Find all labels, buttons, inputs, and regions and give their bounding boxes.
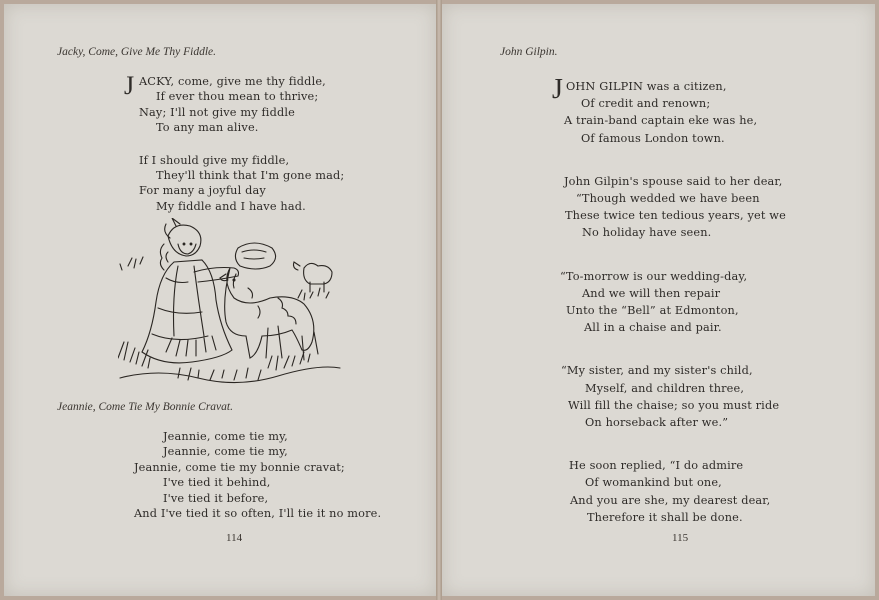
running-title-jeannie: Jeannie, Come Tie My Bonnie Cravat. — [57, 401, 233, 413]
drop-cap: J — [124, 71, 135, 100]
poem-line: Jeannie, come tie my, — [163, 430, 288, 443]
poem-line: For many a joyful day — [139, 184, 266, 198]
girl-with-lamb-illustration — [118, 218, 343, 390]
poem-line: If I should give my fiddle, — [139, 153, 290, 167]
poem-line: On horseback after we.” — [585, 416, 729, 430]
poem-line: They'll think that I'm gone mad; — [156, 169, 345, 183]
poem-line: John Gilpin's spouse said to her dear, — [564, 174, 783, 188]
poem-line: These twice ten tedious years, yet we — [565, 209, 786, 223]
poem-line: Nay; I'll not give my fiddle — [139, 105, 295, 119]
running-title-jacky: Jacky, Come, Give Me Thy Fiddle. — [57, 46, 217, 58]
drop-cap: J — [552, 74, 564, 105]
poem-jeannie — [134, 429, 381, 521]
poem-line: He soon replied, “I do admire — [569, 459, 744, 473]
poem-line: To any man alive. — [156, 121, 259, 135]
poem-line: Of credit and renown; — [581, 97, 711, 111]
poem-line: I've tied it behind, — [163, 476, 271, 490]
poem-line: Myself, and children three, — [585, 381, 745, 395]
poem-line: “To-morrow is our wedding-day, — [560, 269, 748, 283]
poem-line: My fiddle and I have had. — [156, 199, 306, 213]
poem-line: And I've tied it so often, I'll tie it no more. — [134, 507, 382, 521]
poem-line: Unto the “Bell” at Edmonton, — [566, 304, 739, 318]
poem-line-text: ACKY, come, give me thy fiddle, — [139, 75, 326, 88]
poem-line: “Though wedded we have been — [576, 192, 760, 206]
poem-line: Of womankind but one, — [585, 476, 722, 490]
poem-john-gilpin — [552, 74, 786, 526]
poem-line: Therefore it shall be done. — [587, 510, 743, 524]
poem-line: I've tied it before, — [163, 491, 269, 505]
poem-line: Jeannie, come tie my, — [163, 445, 288, 459]
poem-line: Of famous London town. — [581, 131, 725, 145]
page-number-right: 115 — [672, 532, 689, 544]
poem-line: And you are she, my dearest dear, — [570, 493, 771, 507]
poem-line: “My sister, and my sister's child, — [561, 364, 753, 378]
poem-jacky — [124, 71, 345, 214]
poem-line: And we will then repair — [582, 286, 721, 300]
poem-line: Will fill the chaise; so you must ride — [568, 398, 780, 412]
page-number-left: 114 — [226, 532, 243, 544]
running-title-gilpin: John Gilpin. — [500, 46, 558, 58]
poem-line: A train-band captain eke was he, — [564, 114, 758, 128]
poem-line: All in a chaise and pair. — [584, 321, 722, 335]
poem-line: No holiday have seen. — [582, 226, 712, 240]
poem-line-text: OHN GILPIN was a citizen, — [566, 80, 727, 93]
poem-line: If ever thou mean to thrive; — [156, 90, 319, 104]
poem-line: Jeannie, come tie my bonnie cravat; — [134, 460, 345, 474]
